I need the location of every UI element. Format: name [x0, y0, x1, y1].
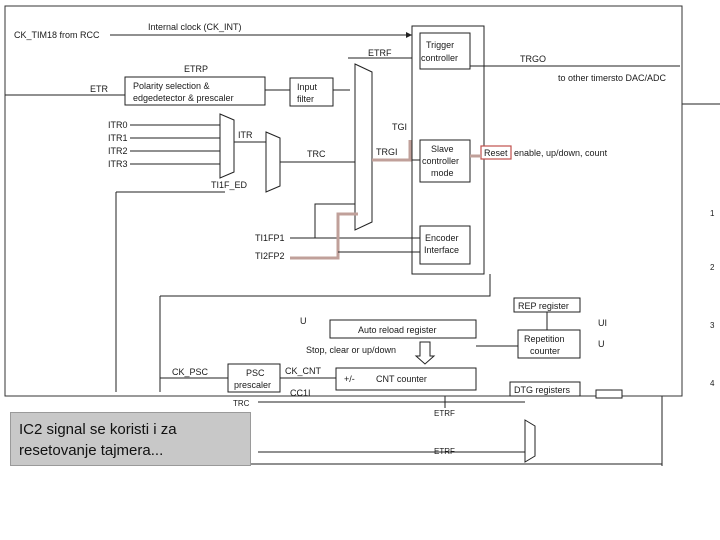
- reset-label: Reset: [484, 148, 508, 158]
- itr0-label: ITR0: [108, 120, 128, 130]
- repetition-counter-label: counter: [530, 346, 561, 356]
- polarity-label: edgedetector & prescaler: [133, 93, 234, 103]
- plus-minus-label: +/-: [344, 374, 355, 384]
- auto-reload-label: Auto reload register: [358, 325, 437, 335]
- slave-controller-label: mode: [431, 168, 454, 178]
- slave-controller-label: controller: [422, 156, 460, 166]
- trc-label: TRC: [307, 149, 326, 159]
- cc1i-label: CC1I: [290, 388, 311, 398]
- etrp-label: ETRP: [184, 64, 209, 74]
- internal-clock-label: Internal clock (CK_INT): [148, 22, 242, 32]
- trc-mux: [266, 132, 280, 192]
- trgo-target-label: to other timersto DAC/ADC: [558, 73, 667, 83]
- ui-label: UI: [598, 318, 607, 328]
- trgi-label: TRGI: [376, 147, 398, 157]
- tgi-label: TGI: [392, 122, 407, 132]
- rep-register-label: REP register: [518, 301, 569, 311]
- cnt-counter-label: CNT counter: [376, 374, 427, 384]
- slave-controller-label: Slave: [431, 144, 454, 154]
- side-number: 4: [710, 379, 715, 388]
- psc-label: prescaler: [234, 380, 272, 390]
- encoder-interface-label: Interface: [424, 245, 460, 255]
- input-filter-label: filter: [297, 94, 315, 104]
- side-number: 2: [710, 263, 715, 272]
- ti1f-ed-label: TI1F_ED: [211, 180, 248, 190]
- repetition-counter-label: Repetition: [524, 334, 565, 344]
- itr3-label: ITR3: [108, 159, 128, 169]
- trc-bottom-label: TRC: [233, 399, 250, 408]
- output-block: [596, 390, 622, 398]
- bottom-mux: [525, 420, 535, 462]
- trgo-label: TRGO: [520, 54, 546, 64]
- caption-box: IC2 signal se koristi i za resetovanje tajmera...: [10, 412, 251, 466]
- u-top-label: U: [300, 316, 307, 326]
- side-number: 1: [710, 209, 715, 218]
- itr2-label: ITR2: [108, 146, 128, 156]
- etrf-bottom-label: ETRF: [434, 447, 455, 456]
- itr-mux: [220, 114, 234, 178]
- ti1fp1-label: TI1FP1: [255, 233, 285, 243]
- polarity-label: Polarity selection &: [133, 81, 210, 91]
- input-filter-label: Input: [297, 82, 318, 92]
- ck-cnt-label: CK_CNT: [285, 366, 322, 376]
- etrf-bottom-label: ETRF: [434, 409, 455, 418]
- encoder-interface-label: Encoder: [425, 233, 459, 243]
- etr-label: ETR: [90, 84, 108, 94]
- reset-rest-label: enable, up/down, count: [514, 148, 608, 158]
- u-right-label: U: [598, 339, 605, 349]
- ti2fp2-label: TI2FP2: [255, 251, 285, 261]
- trigger-controller-label: Trigger: [426, 40, 455, 50]
- side-number: 3: [710, 321, 715, 330]
- clock-source-label: CK_TIM18 from RCC: [14, 30, 100, 40]
- etrf-top-label: ETRF: [368, 48, 392, 58]
- itr-label: ITR: [238, 130, 253, 140]
- dtg-registers-label: DTG registers: [514, 385, 571, 395]
- stop-clear-label: Stop, clear or up/down: [306, 345, 397, 355]
- trigger-mux: [355, 64, 372, 230]
- itr1-label: ITR1: [108, 133, 128, 143]
- trigger-controller-block: [420, 33, 470, 69]
- ck-psc-label: CK_PSC: [172, 367, 209, 377]
- trigger-controller-label: controller: [421, 53, 459, 63]
- psc-label: PSC: [246, 368, 265, 378]
